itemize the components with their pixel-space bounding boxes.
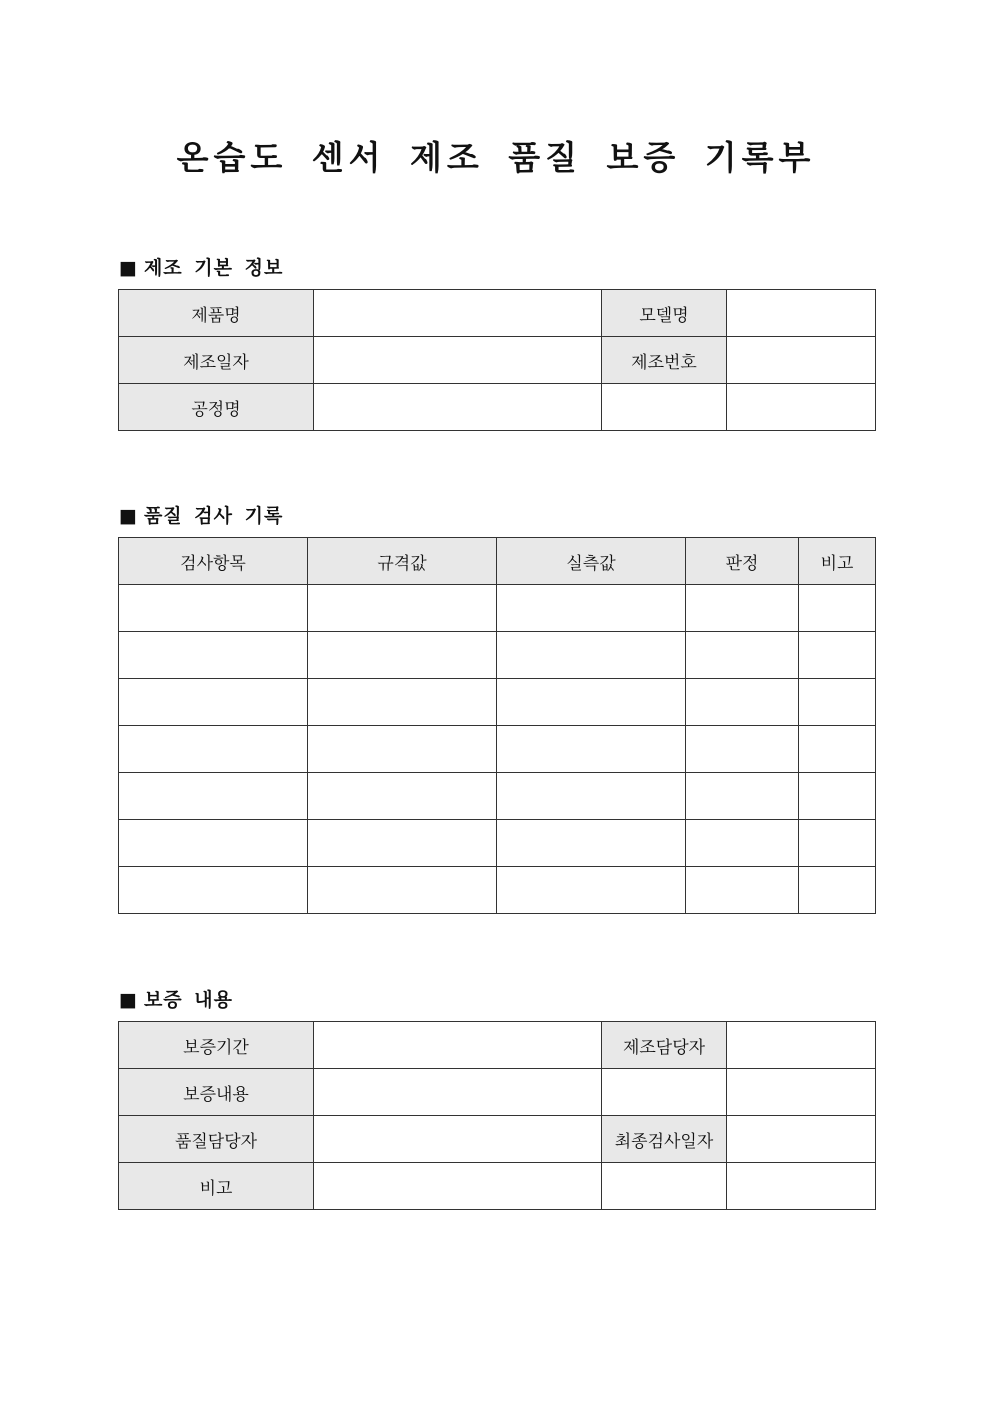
table-row	[119, 337, 876, 384]
table-row	[119, 290, 876, 337]
table-cell[interactable]	[799, 867, 876, 914]
table-cell[interactable]	[799, 585, 876, 632]
square-bullet-icon: ■	[119, 505, 138, 527]
table-cell[interactable]	[497, 632, 686, 679]
column-header-measured-value: 실측값	[497, 538, 686, 585]
square-bullet-icon: ■	[119, 989, 138, 1011]
empty-cell[interactable]	[602, 1163, 727, 1210]
field-product-name[interactable]	[314, 290, 602, 337]
table-cell[interactable]	[497, 820, 686, 867]
table-cell[interactable]	[497, 726, 686, 773]
warranty-table	[118, 1021, 876, 1210]
manufacturing-info-table	[118, 289, 876, 431]
field-quality-manager[interactable]	[314, 1116, 602, 1163]
table-cell[interactable]	[799, 632, 876, 679]
table-cell[interactable]	[686, 773, 799, 820]
section-heading-warranty	[119, 985, 233, 1012]
table-row	[119, 867, 876, 914]
table-row	[119, 1163, 876, 1210]
table-cell[interactable]	[119, 632, 308, 679]
table-row	[119, 384, 876, 431]
column-header-spec-value: 규격값	[308, 538, 497, 585]
table-row	[119, 773, 876, 820]
empty-cell[interactable]	[602, 1069, 727, 1116]
section-heading-manufacturing-info	[119, 253, 283, 280]
label-model-name: 모델명	[602, 290, 727, 337]
table-row	[119, 726, 876, 773]
table-row	[119, 632, 876, 679]
table-cell[interactable]	[119, 867, 308, 914]
empty-cell[interactable]	[727, 1163, 876, 1210]
table-cell[interactable]	[686, 820, 799, 867]
table-cell[interactable]	[686, 679, 799, 726]
table-cell[interactable]	[308, 867, 497, 914]
column-header-judgment: 판정	[686, 538, 799, 585]
table-cell[interactable]	[497, 585, 686, 632]
table-cell[interactable]	[119, 585, 308, 632]
label-product-name: 제품명	[119, 290, 314, 337]
label-mfg-date: 제조일자	[119, 337, 314, 384]
table-cell[interactable]	[308, 773, 497, 820]
table-cell[interactable]	[308, 679, 497, 726]
table-cell[interactable]	[119, 820, 308, 867]
field-process-name[interactable]	[314, 384, 602, 431]
empty-cell[interactable]	[602, 384, 727, 431]
table-cell[interactable]	[119, 679, 308, 726]
table-cell[interactable]	[308, 632, 497, 679]
column-header-remarks: 비고	[799, 538, 876, 585]
section-heading-text: 제조 기본 정보	[143, 257, 284, 279]
empty-cell[interactable]	[727, 384, 876, 431]
square-bullet-icon: ■	[119, 257, 138, 279]
column-header-inspection-item: 검사항목	[119, 538, 308, 585]
table-cell[interactable]	[497, 867, 686, 914]
page-title: 온습도 센서 제조 품질 보증 기록부	[176, 138, 816, 177]
table-cell[interactable]	[308, 585, 497, 632]
label-quality-manager: 품질담당자	[119, 1116, 314, 1163]
table-header-row	[119, 538, 876, 585]
table-cell[interactable]	[799, 773, 876, 820]
table-row	[119, 1116, 876, 1163]
table-cell[interactable]	[497, 679, 686, 726]
label-final-inspection-date: 최종검사일자	[602, 1116, 727, 1163]
section-heading-quality-inspection	[119, 501, 283, 528]
table-cell[interactable]	[686, 867, 799, 914]
section-heading-text: 보증 내용	[143, 989, 233, 1011]
table-cell[interactable]	[799, 726, 876, 773]
field-remarks[interactable]	[314, 1163, 602, 1210]
field-warranty-content[interactable]	[314, 1069, 602, 1116]
table-row	[119, 585, 876, 632]
field-final-inspection-date[interactable]	[727, 1116, 876, 1163]
table-cell[interactable]	[497, 773, 686, 820]
table-row	[119, 1022, 876, 1069]
table-row	[119, 1069, 876, 1116]
table-cell[interactable]	[799, 820, 876, 867]
field-mfg-number[interactable]	[727, 337, 876, 384]
table-cell[interactable]	[686, 632, 799, 679]
field-mfg-date[interactable]	[314, 337, 602, 384]
label-remarks: 비고	[119, 1163, 314, 1210]
table-cell[interactable]	[119, 726, 308, 773]
field-mfg-manager[interactable]	[727, 1022, 876, 1069]
field-model-name[interactable]	[727, 290, 876, 337]
table-row	[119, 679, 876, 726]
table-cell[interactable]	[686, 585, 799, 632]
table-cell[interactable]	[308, 820, 497, 867]
section-heading-text: 품질 검사 기록	[143, 505, 284, 527]
empty-cell[interactable]	[727, 1069, 876, 1116]
table-row	[119, 820, 876, 867]
label-warranty-content: 보증내용	[119, 1069, 314, 1116]
label-mfg-manager: 제조담당자	[602, 1022, 727, 1069]
table-cell[interactable]	[308, 726, 497, 773]
label-warranty-period: 보증기간	[119, 1022, 314, 1069]
table-cell[interactable]	[686, 726, 799, 773]
table-cell[interactable]	[799, 679, 876, 726]
table-cell[interactable]	[119, 773, 308, 820]
quality-inspection-table	[118, 537, 876, 914]
label-process-name: 공정명	[119, 384, 314, 431]
label-mfg-number: 제조번호	[602, 337, 727, 384]
field-warranty-period[interactable]	[314, 1022, 602, 1069]
